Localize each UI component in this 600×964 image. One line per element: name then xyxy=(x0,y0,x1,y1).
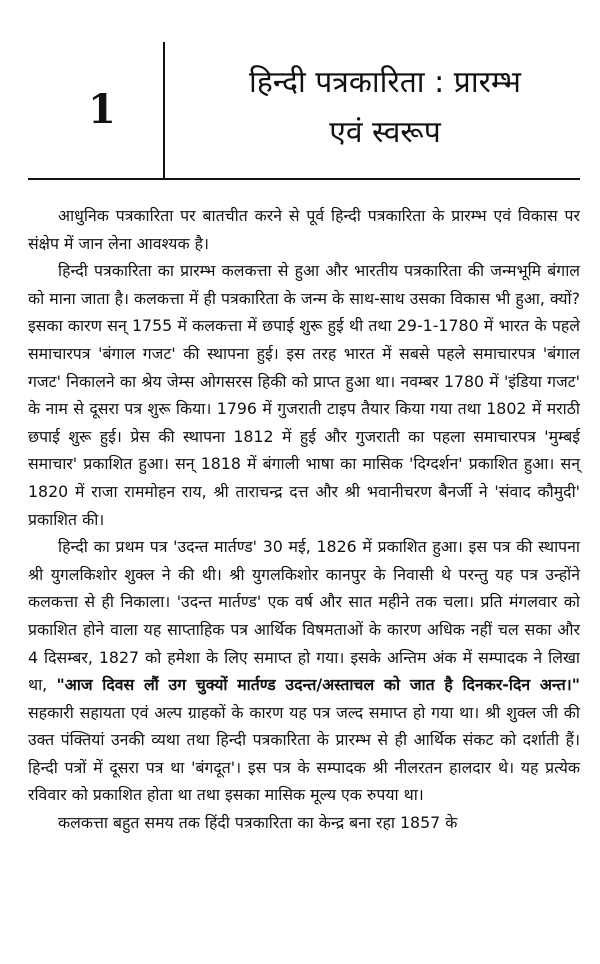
chapter-title xyxy=(170,58,600,158)
quoted-verse: "आज दिवस लौं उग चुक्यों मार्तण्ड उदन्त/अस्ताचल को जात है दिनकर-दिन अन्त।" xyxy=(56,675,580,695)
paragraph-2: हिन्दी पत्रकारिता का प्रारम्भ कलकत्ता से हुआ और भारतीय पत्रकारिता की जन्मभूमि बंगाल को माना जाता है। कलकत्ता में ही पत्रकारिता के जन्म के साथ-साथ उसका विकास भी हुआ, क्यों? इसका कारण सन् 1755 में कलकत्ता में छपाई शुरू हुई थी तथा 29-1-1780 में भारत के पहले समाचारपत्र 'बंगाल गजट' की स्थापना हुई। इस तरह भारत में सबसे पहले समाचारपत्र 'बंगाल गजट' निकालने का श्रेय जेम्स ओगसरस हिकी को प्राप्त हुआ था। नवम्बर 1780 में 'इंडिया गजट' के नाम से दूसरा पत्र शुरू किया। 1796 में गुजराती टाइप तैयार किया गया तथा 1802 में मराठी छपाई शुरू हुई। प्रेस की स्थापना 1812 में हुई और गुजराती का पहला समाचारपत्र 'मुम्बई समाचार' प्रकाशित हुआ। सन् 1818 में बंगाली भाषा का मासिक 'दिग्दर्शन' प्रकाशित हुआ। सन् 1820 में राजा राममोहन राय, श्री ताराचन्द्र दत्त और श्री भवानीचरण बैनर्जी ने 'संवाद कौमुदी' प्रकाशित की। xyxy=(28,261,580,529)
paragraph-3-start: हिन्दी का प्रथम पत्र 'उदन्त मार्तण्ड' 30 मई, 1826 में प्रकाशित हुआ। इस पत्र की स्थापना श्री युगलकिशोर शुक्ल ने की थी। श्री युगलकिशोर कानपुर के निवासी थे परन्तु यह पत्र उन्होंने कलकत्ता से ही निकाला। 'उदन्त मार्तण्ड' एक वर्ष और सात महीने तक चला। प्रति मंगलवार को प्रकाशित होने वाला यह साप्ताहिक पत्र आर्थिक विषमताओं के कारण अधिक नहीं चल सका और 4 दिसम्बर, 1827 को हमेशा के लिए समाप्त हो गया। इसके अन्तिम अंक में सम्पादक ने लिखा था, xyxy=(28,537,580,695)
paragraph-1: आधुनिक पत्रकारिता पर बातचीत करने से पूर्व हिन्दी पत्रकारिता के प्रारम्भ एवं विकास पर संक्षेप में जान लेना आवश्यक है। xyxy=(28,206,580,253)
body-text xyxy=(28,202,580,837)
header-divider xyxy=(28,178,580,180)
chapter-title-line-1: हिन्दी पत्रकारिता : प्रारम्भ xyxy=(249,65,521,100)
chapter-number: 1 xyxy=(88,86,116,133)
chapter-header xyxy=(0,0,600,176)
paragraph-4: कलकत्ता बहुत समय तक हिंदी पत्रकारिता का केन्द्र बना रहा 1857 के xyxy=(58,813,458,833)
vertical-divider xyxy=(163,42,165,178)
paragraph-3-end: सहकारी सहायता एवं अल्प ग्राहकों के कारण यह पत्र जल्द समाप्त हो गया था। श्री शुक्ल जी की उक्त पंक्तियां उनकी व्यथा तथा हिन्दी पत्रकारिता के प्रारम्भ से ही आर्थिक संकट को दर्शाती हैं। हिन्दी पत्रों में दूसरा पत्र था 'बंगदूत'। इस पत्र के सम्पादक श्री नीलरतन हालदार थे। यह प्रत्येक रविवार को प्रकाशित होता था तथा इसका मासिक मूल्य एक रुपया था। xyxy=(28,702,580,805)
chapter-title-line-2: एवं स्वरूप xyxy=(329,115,441,150)
paragraph-3 xyxy=(28,533,580,809)
